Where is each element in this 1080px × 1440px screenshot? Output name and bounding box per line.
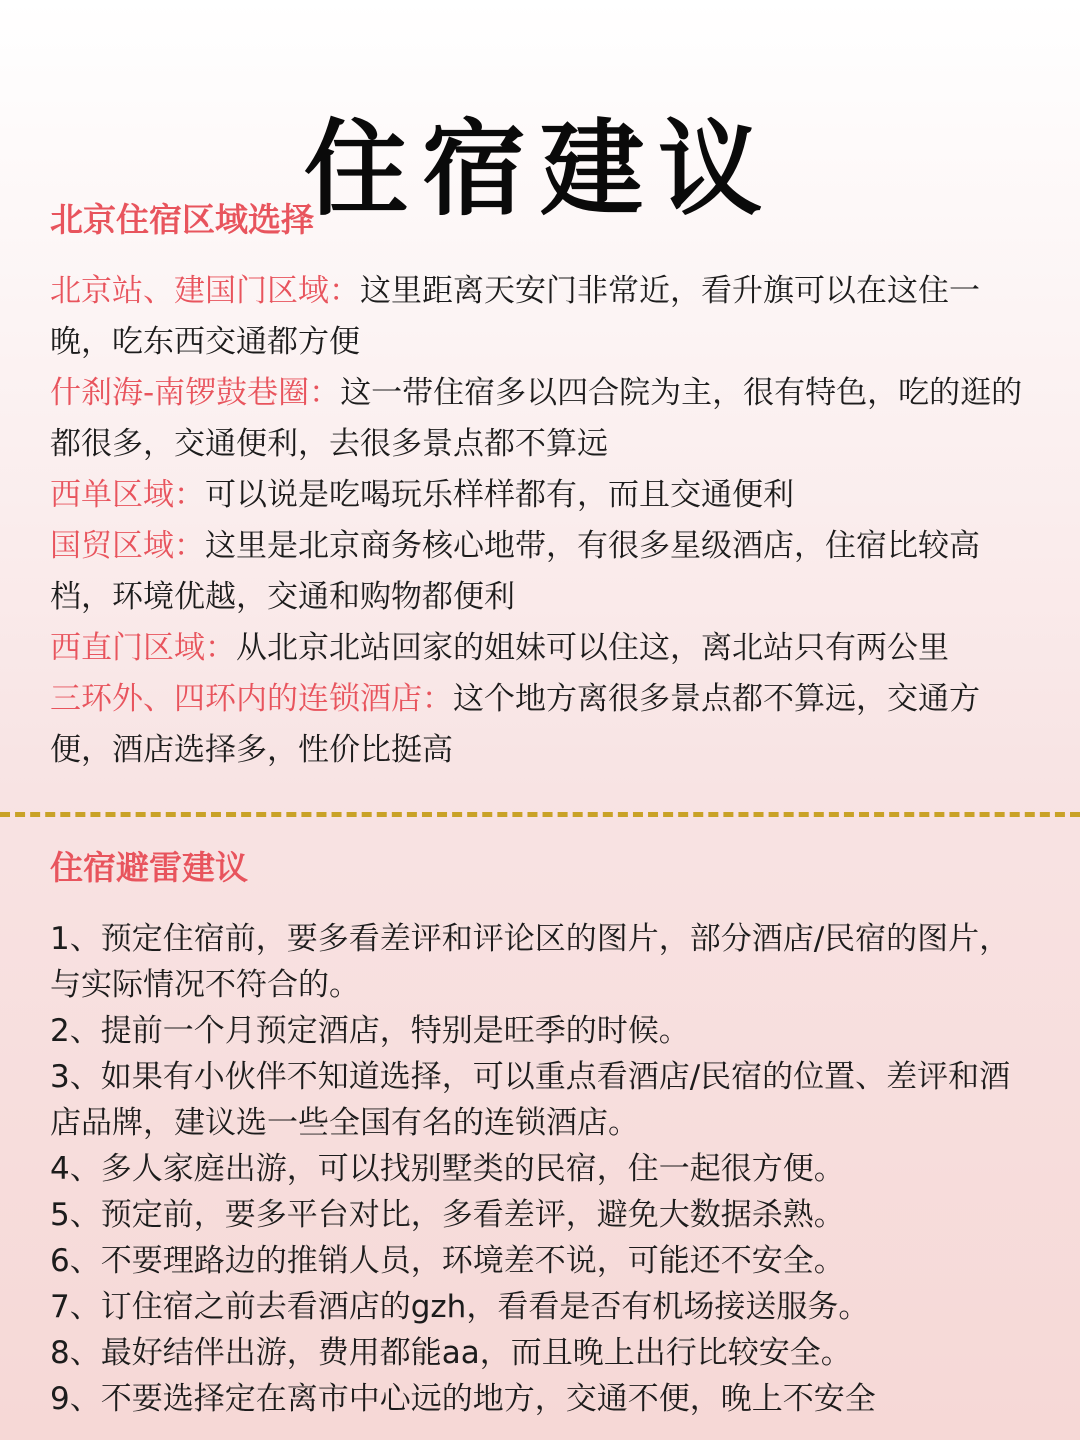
tip-item: 7、订住宿之前去看酒店的gzh，看看是否有机场接送服务。 <box>50 1289 870 1325</box>
area-name: 什刹海-南锣鼓巷圈： <box>50 375 341 411</box>
tip-item: 3、如果有小伙伴不知道选择，可以重点看酒店/民宿的位置、差评和酒店品牌，建议选一些全国有名的连锁酒店。 <box>50 1059 1011 1141</box>
area-name: 西直门区域： <box>50 630 236 666</box>
area-item-guomao <box>50 521 1040 623</box>
tip-item: 9、不要选择定在离市中心远的地方，交通不便，晚上不安全 <box>50 1381 876 1417</box>
area-item-xidan <box>50 470 1040 521</box>
area-section-title: 北京住宿区域选择 <box>50 200 314 239</box>
area-desc: 这里距离天安门非常近，看升旗可以在这住一晚，吃东西交通都方便 <box>50 273 980 360</box>
page-title: 住宿建议 <box>303 107 776 230</box>
area-name: 西单区域： <box>50 477 205 513</box>
tips-section <box>50 840 1040 1422</box>
tips-section-title: 住宿避雷建议 <box>50 848 248 887</box>
tip-item: 2、提前一个月预定酒店，特别是旺季的时候。 <box>50 1013 690 1049</box>
area-item-shichahai <box>50 368 1040 470</box>
area-name: 北京站、建国门区域： <box>50 273 360 309</box>
area-desc: 这一带住宿多以四合院为主，很有特色，吃的逛的都很多，交通便利，去很多景点都不算远 <box>50 375 1023 462</box>
area-desc: 从北京北站回家的姐妹可以住这，离北站只有两公里 <box>236 630 949 666</box>
area-name: 国贸区域： <box>50 528 205 564</box>
tip-item: 6、不要理路边的推销人员，环境差不说，可能还不安全。 <box>50 1243 845 1279</box>
area-desc: 可以说是吃喝玩乐样样都有，而且交通便利 <box>205 477 794 513</box>
area-desc: 这个地方离很多景点都不算远，交通方便，酒店选择多，性价比挺高 <box>50 681 980 768</box>
dashed-divider <box>0 812 1080 817</box>
tip-item: 8、最好结伴出游，费用都能aa，而且晚上出行比较安全。 <box>50 1335 852 1371</box>
area-desc: 这里是北京商务核心地带，有很多星级酒店，住宿比较高档，环境优越，交通和购物都便利 <box>50 528 980 615</box>
area-name: 三环外、四环内的连锁酒店： <box>50 681 453 717</box>
tip-item: 5、预定前，要多平台对比，多看差评，避免大数据杀熟。 <box>50 1197 845 1233</box>
area-item-ring-road-hotels <box>50 674 1040 776</box>
area-item-beijing-station <box>50 266 1040 368</box>
tip-item: 1、预定住宿前，要多看差评和评论区的图片，部分酒店/民宿的图片，与实际情况不符合的。 <box>50 921 1011 1003</box>
tip-item: 4、多人家庭出游，可以找别墅类的民宿，住一起很方便。 <box>50 1151 845 1187</box>
area-item-xizhimen <box>50 623 1040 674</box>
area-section <box>50 192 1040 776</box>
